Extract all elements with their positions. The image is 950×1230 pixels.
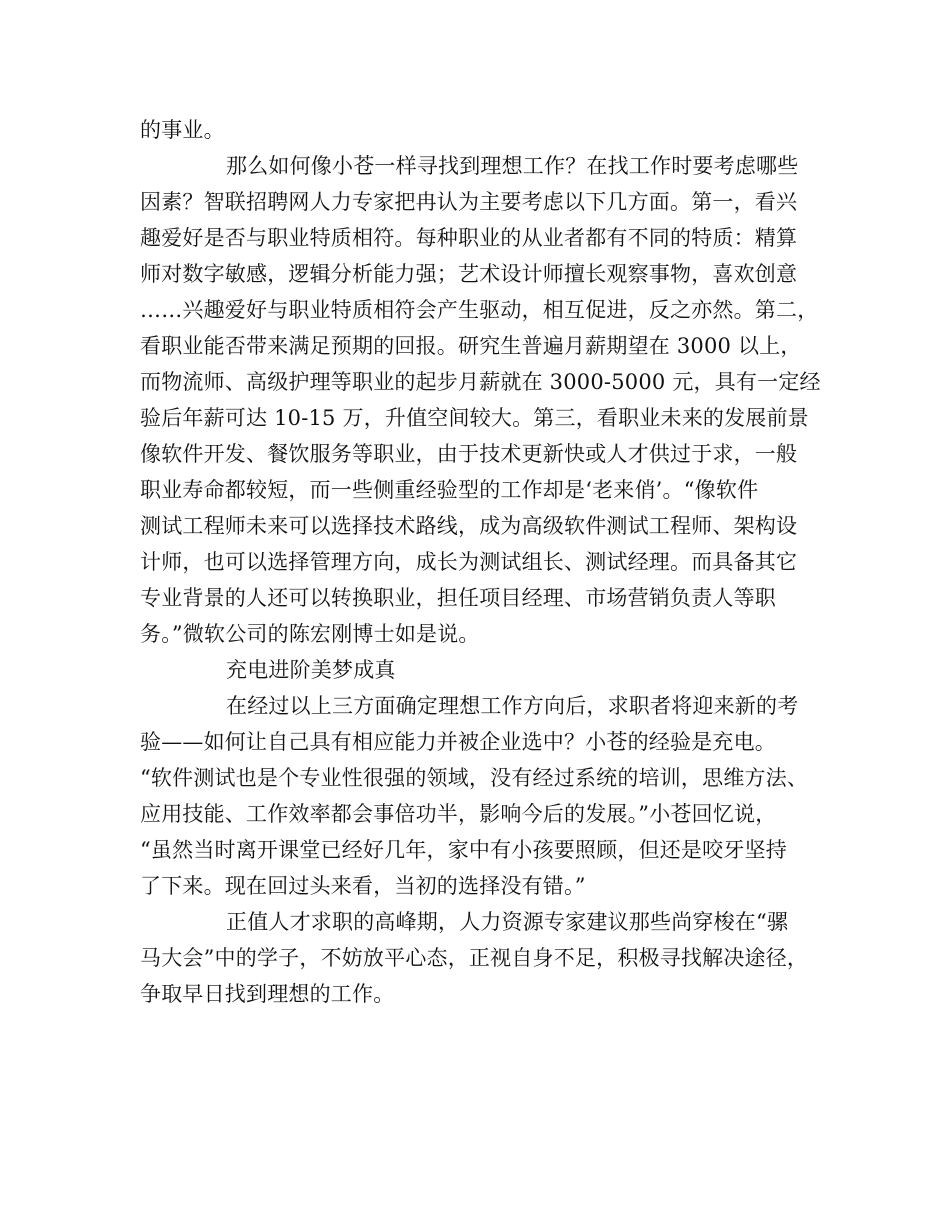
text-line: 趣爱好是否与职业特质相符。每种职业的从业者都有不同的特质：精算 [140,226,798,250]
text-line: 测试工程师未来可以选择技术路线，成为高级软件测试工程师、架构设 [140,514,798,538]
text-line: 专业背景的人还可以转换职业，担任项目经理、市场营销负责人等职 [140,586,776,610]
text-line: 马大会”中的学子，不妨放平心态，正视自身不足，积极寻找解决途径， [140,946,809,970]
section-heading: 充电进阶美梦成真 [226,658,396,682]
text-line: 计师，也可以选择管理方向，成长为测试组长、测试经理。而具备其它 [140,550,798,574]
paragraph-start-line: 正值人才求职的高峰期，人力资源专家建议那些尚穿梭在“骡 [226,910,789,934]
text-line: 职业寿命都较短，而一些侧重经验型的工作却是‘老来俏’。“像软件 [140,478,759,502]
text-line: 师对数字敏感，逻辑分析能力强；艺术设计师擅长观察事物，喜欢创意 [140,262,798,286]
text-line: 看职业能否带来满足预期的回报。研究生普遍月薪期望在 3000 以上， [140,334,802,358]
text-line: 争取早日找到理想的工作。 [140,982,395,1006]
text-line: 而物流师、高级护理等职业的起步月薪就在 3000-5000 元，具有一定经 [140,370,821,394]
text-line: 验——如何让自己具有相应能力并被企业选中？小苍的经验是充电。 [140,730,776,754]
text-line: 应用技能、工作效率都会事倍功半，影响今后的发展。”小苍回忆说， [140,802,777,826]
text-line: 的事业。 [140,118,225,142]
paragraph-start-line: 在经过以上三方面确定理想工作方向后，求职者将迎来新的考 [226,694,799,718]
text-line: 像软件开发、餐饮服务等职业，由于技术更新快或人才供过于求，一般 [140,442,798,466]
paragraph-start-line: 那么如何像小苍一样寻找到理想工作？在找工作时要考虑哪些 [226,154,799,178]
text-line: ……兴趣爱好与职业特质相符会产生驱动，相互促进，反之亦然。第二， [140,298,819,322]
text-line: 务。”微软公司的陈宏刚博士如是说。 [140,622,480,646]
text-line: 了下来。现在回过头来看，当初的选择没有错。” [140,874,586,898]
text-line: 因素？智联招聘网人力专家把冉认为主要考虑以下几方面。第一，看兴 [140,190,798,214]
text-line: 验后年薪可达 10-15 万，升值空间较大。第三，看职业未来的发展前景 [140,406,809,430]
text-line: “虽然当时离开课堂已经好几年，家中有小孩要照顾，但还是咬牙坚持 [140,838,787,862]
text-line: “软件测试也是个专业性很强的领域，没有经过系统的培训，思维方法、 [140,766,809,790]
